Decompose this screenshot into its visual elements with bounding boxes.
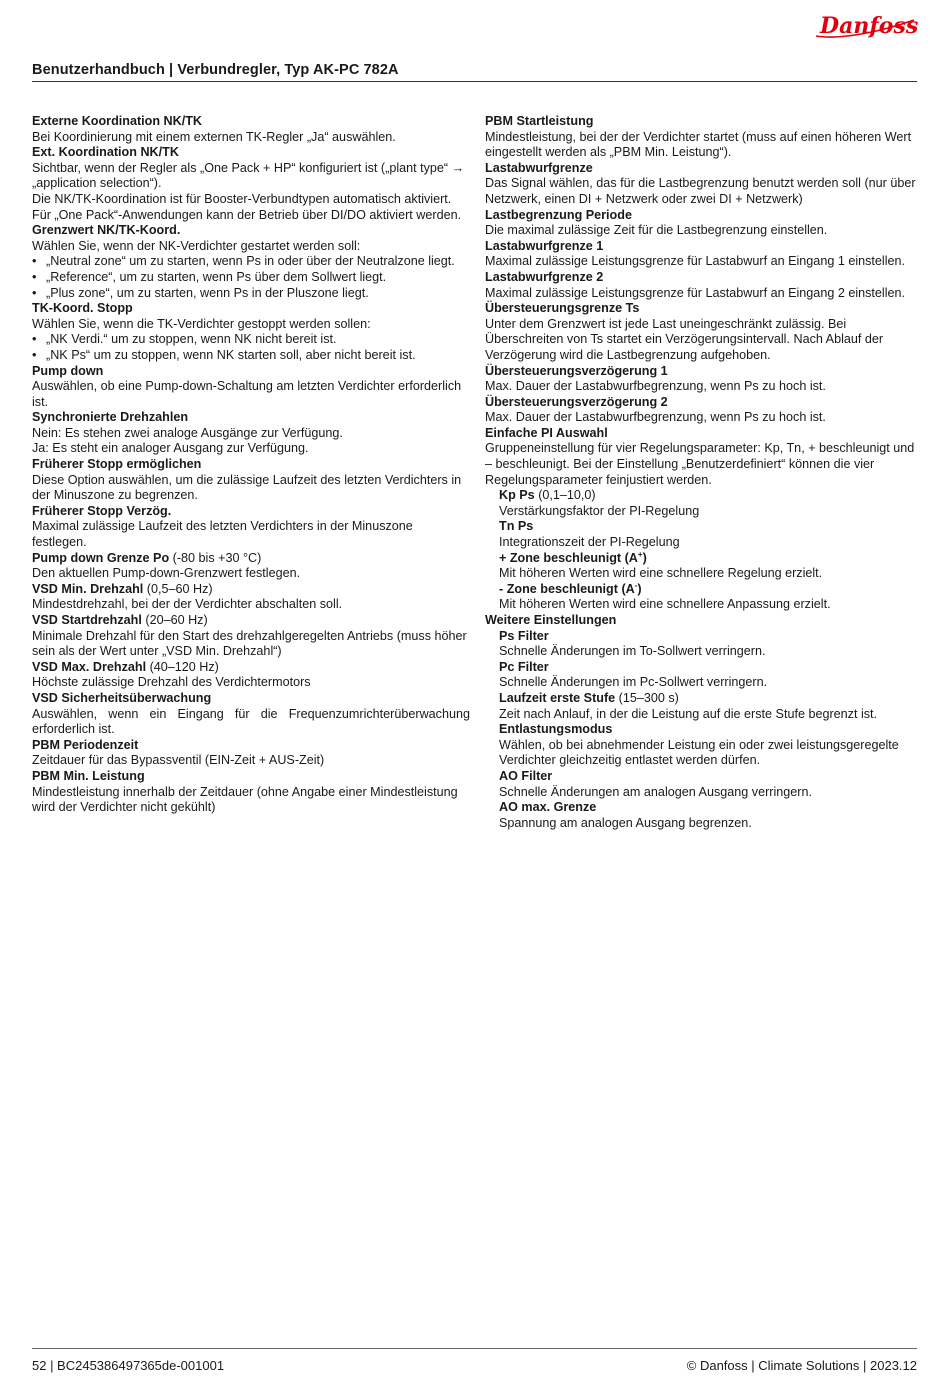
section-heading bbox=[485, 769, 917, 785]
heading-range: (40–120 Hz) bbox=[146, 659, 219, 674]
section-heading bbox=[485, 519, 917, 535]
bullet-item bbox=[32, 270, 470, 286]
paragraph-text: Mindestleistung innerhalb der Zeitdauer (ohne Angabe einer Mindestleistung wird der Verdichter nicht gekühlt) bbox=[32, 784, 458, 815]
section-heading bbox=[32, 582, 470, 598]
heading-text: Übersteuerungsgrenze Ts bbox=[485, 301, 640, 316]
paragraph-text: Auswählen, ob eine Pump-down-Schaltung am letzten Verdichter erforderlich ist. bbox=[32, 379, 462, 409]
heading-text: Lastbegrenzung Periode bbox=[485, 207, 632, 222]
section-heading bbox=[485, 239, 917, 255]
heading-text: + Zone beschleunigt (A bbox=[499, 550, 638, 565]
paragraph bbox=[485, 254, 917, 270]
paragraph-text: Höchste zulässige Drehzahl des Verdichtermotors bbox=[32, 675, 311, 690]
paragraph-text: Die maximal zulässige Zeit für die Lastbegrenzung einstellen. bbox=[485, 223, 828, 238]
heading-text: VSD Min. Drehzahl bbox=[32, 581, 144, 596]
paragraph bbox=[485, 785, 917, 801]
paragraph-text: Den aktuellen Pump-down-Grenzwert festlegen. bbox=[32, 566, 301, 581]
section-heading bbox=[32, 301, 470, 317]
paragraph-text: Mit höheren Werten wird eine schnellere Regelung erzielt. bbox=[499, 566, 823, 581]
paragraph bbox=[32, 675, 470, 691]
paragraph-text: Max. Dauer der Lastabwurfbegrenzung, wenn Ps zu hoch ist. bbox=[485, 379, 826, 394]
paragraph-text: Wählen Sie, wenn der NK-Verdichter gestartet werden soll: bbox=[32, 238, 361, 253]
heading-text: Einfache PI Auswahl bbox=[485, 425, 608, 440]
bullet-item bbox=[32, 332, 470, 348]
paragraph bbox=[32, 519, 470, 550]
heading-text: Entlastungsmodus bbox=[499, 722, 613, 737]
section-heading bbox=[32, 364, 470, 380]
paragraph bbox=[32, 130, 470, 146]
heading-text: Weitere Einstellungen bbox=[485, 613, 617, 627]
heading-text: Früherer Stopp Verzög. bbox=[32, 503, 172, 518]
paragraph bbox=[32, 753, 470, 769]
bullet-text: „Plus zone“, um zu starten, wenn Ps in der Pluszone liegt. bbox=[46, 285, 369, 300]
header-divider bbox=[32, 81, 917, 82]
paragraph bbox=[485, 441, 917, 488]
section-heading bbox=[485, 395, 917, 411]
paragraph-text: Wählen, ob bei abnehmender Leistung ein oder zwei leistungsgeregelte Verdichter gleichzeitig entlastet werden dürfen. bbox=[499, 737, 899, 768]
heading-text: Externe Koordination NK/TK bbox=[32, 114, 203, 128]
paragraph-text: Unter dem Grenzwert ist jede Last uneingeschränkt zulässig. Bei Überschreiten von Ts startet ein Verzögerungsintervall. Nach Ablauf der Verzögerung wird die Lastbegrenzung aufgehoben. bbox=[485, 316, 884, 362]
heading-text: Synchronierte Drehzahlen bbox=[32, 410, 189, 425]
paragraph bbox=[485, 410, 917, 426]
heading-text: PBM Periodenzeit bbox=[32, 737, 139, 752]
footer-divider bbox=[32, 1348, 917, 1349]
paragraph bbox=[32, 785, 470, 816]
paragraph bbox=[32, 597, 470, 613]
paragraph bbox=[485, 566, 917, 582]
paragraph-text: Mindestleistung, bei der der Verdichter startet (muss auf einen höheren Wert eingestellt werden als „PBM Min. Leistung“). bbox=[485, 129, 912, 160]
paragraph bbox=[485, 675, 917, 691]
paragraph-text: Wählen Sie, wenn die TK-Verdichter gestoppt werden sollen: bbox=[32, 316, 371, 331]
heading-range: (20–60 Hz) bbox=[141, 613, 208, 627]
section-heading bbox=[485, 691, 917, 707]
heading-text: TK-Koord. Stopp bbox=[32, 301, 133, 316]
section-heading bbox=[32, 551, 470, 567]
paragraph-text: Integrationszeit der PI-Regelung bbox=[499, 535, 680, 550]
heading-text: Tn Ps bbox=[499, 519, 534, 534]
footer-copyright: © Danfoss | Climate Solutions | 2023.12 bbox=[686, 1358, 917, 1373]
paragraph-text: Schnelle Änderungen im Pc-Sollwert verringern. bbox=[499, 675, 768, 690]
heading-text: Lastabwurfgrenze 1 bbox=[485, 238, 604, 253]
paragraph-text: Maximal zulässige Laufzeit des letzten Verdichters in der Minuszone festlegen. bbox=[32, 519, 413, 550]
paragraph bbox=[32, 161, 470, 192]
paragraph-text: Maximal zulässige Leistungsgrenze für Lastabwurf an Eingang 2 einstellen. bbox=[485, 285, 906, 300]
paragraph bbox=[32, 379, 470, 410]
heading-text: Pump down Grenze Po bbox=[32, 550, 170, 565]
paragraph bbox=[32, 426, 470, 442]
paragraph-text: Max. Dauer der Lastabwurfbegrenzung, wenn Ps zu hoch ist. bbox=[485, 410, 826, 425]
paragraph bbox=[32, 239, 470, 255]
bullet-item bbox=[32, 286, 470, 302]
paragraph bbox=[32, 192, 470, 223]
heading-text: Ext. Koordination NK/TK bbox=[32, 145, 179, 160]
section-heading bbox=[485, 488, 917, 504]
section-heading bbox=[32, 410, 470, 426]
heading-text: Laufzeit erste Stufe bbox=[499, 690, 616, 705]
paragraph-text: Zeit nach Anlauf, in der die Leistung auf die erste Stufe begrenzt ist. bbox=[499, 706, 878, 721]
paragraph-text: Die NK/TK-Koordination ist für Booster-Verbundtypen automatisch aktiviert. Für „One Pack“-Anwendungen kann der Betrieb über DI/DO aktiviert werden. bbox=[32, 191, 462, 222]
section-heading bbox=[485, 270, 917, 286]
section-heading bbox=[485, 800, 917, 816]
logo-text: Danfoss bbox=[820, 13, 919, 39]
heading-range: (0,1–10,0) bbox=[534, 488, 596, 503]
paragraph-text: Bei Koordinierung mit einem externen TK-Regler „Ja“ auswählen. bbox=[32, 129, 396, 144]
paragraph-text: Auswählen, wenn ein Eingang für die Frequenzumrichterüberwachung erforderlich ist. bbox=[32, 706, 470, 737]
footer-page-number: 52 | BC245386497365de-001001 bbox=[32, 1358, 225, 1373]
left-column bbox=[32, 114, 470, 816]
heading-text: Lastabwurfgrenze 2 bbox=[485, 269, 604, 284]
heading-text: AO max. Grenze bbox=[499, 800, 597, 815]
paragraph-text: Das Signal wählen, das für die Lastbegrenzung benutzt werden soll (nur über Netzwerk, einen DI + Netzwerk oder zwei DI + Netzwerk) bbox=[485, 176, 916, 206]
heading-text: Ps Filter bbox=[499, 628, 549, 643]
heading-text: VSD Max. Drehzahl bbox=[32, 659, 147, 674]
section-heading bbox=[485, 301, 917, 317]
section-heading bbox=[32, 738, 470, 754]
section-heading bbox=[32, 223, 470, 239]
heading-superscript: + bbox=[637, 549, 643, 559]
heading-text: PBM Startleistung bbox=[485, 114, 594, 128]
paragraph bbox=[485, 597, 917, 613]
paragraph-text: Ja: Es steht ein analoger Ausgang zur Verfügung. bbox=[32, 441, 309, 456]
paragraph-text: Schnelle Änderungen im To-Sollwert verringern. bbox=[499, 644, 766, 659]
paragraph-text: Zeitdauer für das Bypassventil (EIN-Zeit + AUS-Zeit) bbox=[32, 753, 325, 768]
paragraph bbox=[32, 707, 470, 738]
paragraph-text: Spannung am analogen Ausgang begrenzen. bbox=[499, 815, 752, 830]
heading-range: (0,5–60 Hz) bbox=[143, 581, 213, 596]
heading-text: PBM Min. Leistung bbox=[32, 768, 145, 783]
heading-text: Kp Ps bbox=[499, 488, 535, 503]
section-heading bbox=[485, 208, 917, 224]
paragraph bbox=[485, 644, 917, 660]
paragraph bbox=[32, 629, 470, 660]
section-heading bbox=[32, 660, 470, 676]
paragraph-text: Sichtbar, wenn der Regler als „One Pack + HP“ konfiguriert ist („plant type“ → „application selection“). bbox=[32, 160, 465, 191]
section-heading bbox=[485, 582, 917, 598]
heading-range: (-80 bis +30 °C) bbox=[169, 550, 262, 565]
section-heading bbox=[485, 161, 917, 177]
heading-superscript: - bbox=[634, 580, 638, 590]
bullet-text: „NK Verdi.“ um zu stoppen, wenn NK nicht bereit ist. bbox=[46, 332, 337, 347]
bullet-text: „Neutral zone“ um zu starten, wenn Ps in oder über der Neutralzone liegt. bbox=[46, 254, 455, 269]
paragraph-text: Maximal zulässige Leistungsgrenze für Lastabwurf an Eingang 1 einstellen. bbox=[485, 254, 906, 269]
section-heading bbox=[485, 114, 917, 130]
section-heading bbox=[32, 691, 470, 707]
section-heading bbox=[485, 426, 917, 442]
bullet-text: „NK Ps“ um zu stoppen, wenn NK starten soll, aber nicht bereit ist. bbox=[46, 347, 416, 362]
paragraph bbox=[32, 441, 470, 457]
heading-text: Lastabwurfgrenze bbox=[485, 160, 593, 175]
heading-tail: ) bbox=[637, 581, 642, 596]
heading-range: (15–300 s) bbox=[615, 690, 679, 705]
paragraph-text: Mindestdrehzahl, bei der der Verdichter abschalten soll. bbox=[32, 597, 343, 612]
paragraph-text: Minimale Drehzahl für den Start des drehzahlgeregelten Antriebs (muss höher sein als der Wert unter „VSD Min. Drehzahl“) bbox=[32, 628, 467, 659]
bullet-text: „Reference“, um zu starten, wenn Ps über dem Sollwert liegt. bbox=[46, 269, 387, 284]
section-heading bbox=[485, 613, 917, 629]
paragraph bbox=[32, 566, 470, 582]
section-heading bbox=[32, 504, 470, 520]
paragraph-text: Mit höheren Werten wird eine schnellere Anpassung erzielt. bbox=[499, 597, 831, 612]
heading-text: Grenzwert NK/TK-Koord. bbox=[32, 223, 181, 238]
heading-text: Pc Filter bbox=[499, 659, 549, 674]
paragraph bbox=[485, 535, 917, 551]
paragraph bbox=[485, 816, 917, 832]
section-heading bbox=[485, 551, 917, 567]
heading-text: Übersteuerungsverzögerung 2 bbox=[485, 394, 668, 409]
section-heading bbox=[485, 660, 917, 676]
paragraph bbox=[485, 223, 917, 239]
section-heading bbox=[32, 114, 470, 130]
paragraph-text: Schnelle Änderungen am analogen Ausgang verringern. bbox=[499, 784, 812, 799]
danfoss-logo bbox=[810, 6, 920, 50]
right-column bbox=[485, 114, 917, 831]
paragraph-text: Diese Option auswählen, um die zulässige Laufzeit des letzten Verdichters in der Minuszone zu begrenzen. bbox=[32, 472, 462, 503]
paragraph-text: Gruppeneinstellung für vier Regelungsparameter: Kp, Tn, + beschleunigt und – beschleunigt. Bei der Einstellung „Benutzerdefiniert“ können die vier Regelungsparameter feinjustiert werden. bbox=[485, 441, 915, 487]
heading-text: VSD Startdrehzahl bbox=[32, 613, 142, 627]
section-heading bbox=[32, 457, 470, 473]
paragraph bbox=[485, 286, 917, 302]
paragraph bbox=[32, 317, 470, 333]
section-heading bbox=[32, 613, 470, 629]
paragraph bbox=[32, 473, 470, 504]
heading-text: VSD Sicherheitsüberwachung bbox=[32, 690, 212, 705]
heading-text: AO Filter bbox=[499, 768, 553, 783]
document-title: Benutzerhandbuch | Verbundregler, Typ AK-PC 782A bbox=[32, 62, 399, 78]
heading-text: Pump down bbox=[32, 363, 104, 378]
section-heading bbox=[485, 364, 917, 380]
heading-text: Übersteuerungsverzögerung 1 bbox=[485, 363, 668, 378]
paragraph bbox=[485, 707, 917, 723]
paragraph bbox=[485, 176, 917, 207]
section-heading bbox=[485, 722, 917, 738]
paragraph bbox=[485, 379, 917, 395]
heading-tail: ) bbox=[642, 550, 647, 565]
paragraph-text: Nein: Es stehen zwei analoge Ausgänge zur Verfügung. bbox=[32, 425, 343, 440]
section-heading bbox=[485, 629, 917, 645]
bullet-item bbox=[32, 254, 470, 270]
section-heading bbox=[32, 769, 470, 785]
heading-text: Früherer Stopp ermöglichen bbox=[32, 457, 202, 472]
section-heading bbox=[32, 145, 470, 161]
paragraph-text: Verstärkungsfaktor der PI-Regelung bbox=[499, 503, 700, 518]
heading-text: - Zone beschleunigt (A bbox=[499, 581, 635, 596]
paragraph bbox=[485, 317, 917, 364]
paragraph bbox=[485, 738, 917, 769]
bullet-item bbox=[32, 348, 470, 364]
paragraph bbox=[485, 130, 917, 161]
paragraph bbox=[485, 504, 917, 520]
